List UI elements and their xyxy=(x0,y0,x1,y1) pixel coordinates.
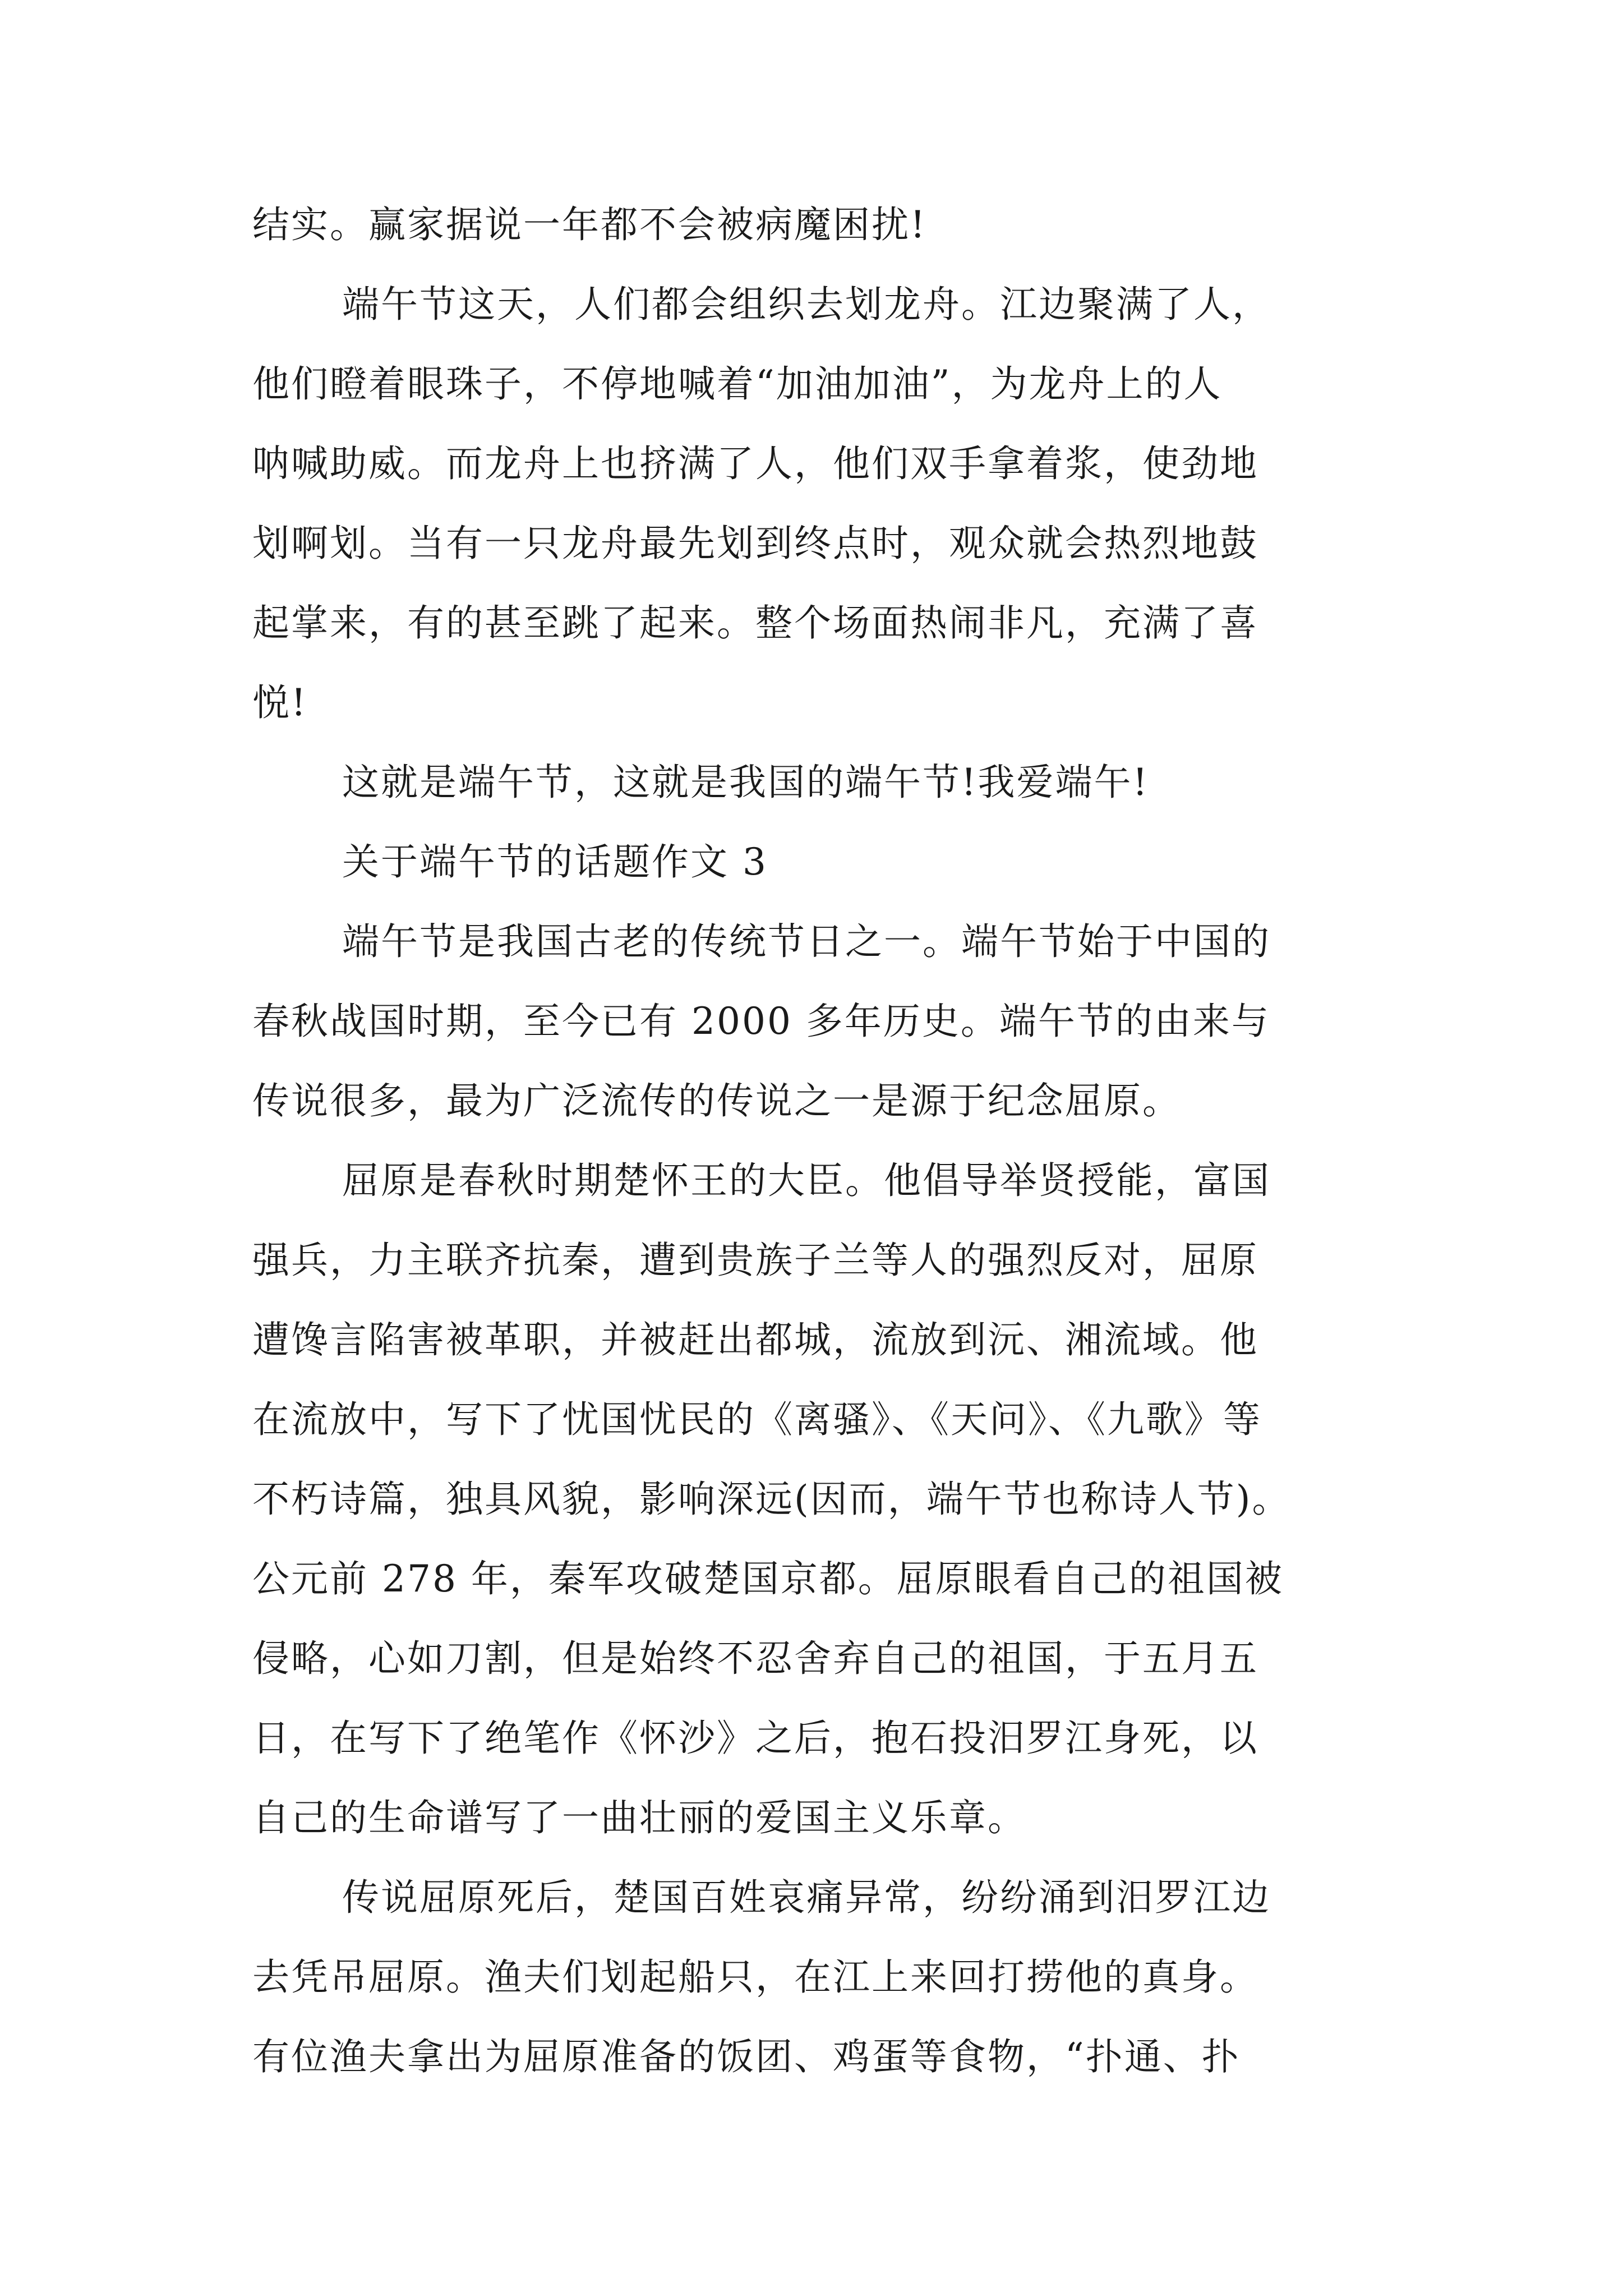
text-line: 去凭吊屈原。渔夫们划起船只，在江上来回打捞他的真身。 xyxy=(252,1955,1258,1999)
text-line: 公元前 278 年，秦军攻破楚国京都。屈原眼看自己的祖国被 xyxy=(252,1557,1284,1600)
text-line: 有位渔夫拿出为屈原准备的饭团、鸡蛋等食物，“扑通、扑 xyxy=(252,2035,1241,2078)
text-line: 不朽诗篇，独具风貌，影响深远(因而，端午节也称诗人节)。 xyxy=(252,1478,1291,1521)
text-line: 侵略，心如刀割，但是始终不忍舍弃自己的祖国，于五月五 xyxy=(252,1637,1258,1680)
text-line: 呐喊助威。而龙舟上也挤满了人，他们双手拿着浆，使劲地 xyxy=(252,442,1258,485)
section-heading: 关于端午节的话题作文 3 xyxy=(342,840,768,884)
text-line: 端午节这天，人们都会组织去划龙舟。江边聚满了人， xyxy=(342,283,1271,326)
text-line: 遭馋言陷害被革职，并被赶出都城，流放到沅、湘流域。他 xyxy=(252,1318,1258,1361)
document-body xyxy=(252,185,1458,2097)
text-line: 这就是端午节，这就是我国的端午节!我爱端午! xyxy=(342,761,1150,804)
text-line: 他们瞪着眼珠子，不停地喊着“加油加油”，为龙舟上的人 xyxy=(252,362,1223,406)
text-line: 自己的生命谱写了一曲壮丽的爱国主义乐章。 xyxy=(252,1796,1026,1839)
text-line: 传说很多，最为广泛流传的传说之一是源于纪念屈原。 xyxy=(252,1079,1181,1122)
text-line: 结实。赢家据说一年都不会被病魔困扰! xyxy=(252,203,927,246)
text-line: 传说屈原死后，楚国百姓哀痛异常，纷纷涌到汨罗江边 xyxy=(342,1876,1271,1919)
text-line: 强兵，力主联齐抗秦，遭到贵族子兰等人的强烈反对，屈原 xyxy=(252,1239,1258,1282)
text-line: 起掌来，有的甚至跳了起来。整个场面热闹非凡，充满了喜 xyxy=(252,601,1258,645)
text-line: 划啊划。当有一只龙舟最先划到终点时，观众就会热烈地鼓 xyxy=(252,522,1258,565)
text-line: 在流放中，写下了忧国忧民的《离骚》、《天问》、《九歌》等 xyxy=(252,1398,1262,1441)
text-line: 日，在写下了绝笔作《怀沙》之后，抱石投汨罗江身死，以 xyxy=(252,1717,1258,1760)
text-line: 悦! xyxy=(252,681,308,724)
text-line: 屈原是春秋时期楚怀王的大臣。他倡导举贤授能，富国 xyxy=(342,1159,1271,1202)
text-line: 端午节是我国古老的传统节日之一。端午节始于中国的 xyxy=(342,920,1271,963)
text-line: 春秋战国时期，至今已有 2000 多年历史。端午节的由来与 xyxy=(252,1000,1270,1043)
